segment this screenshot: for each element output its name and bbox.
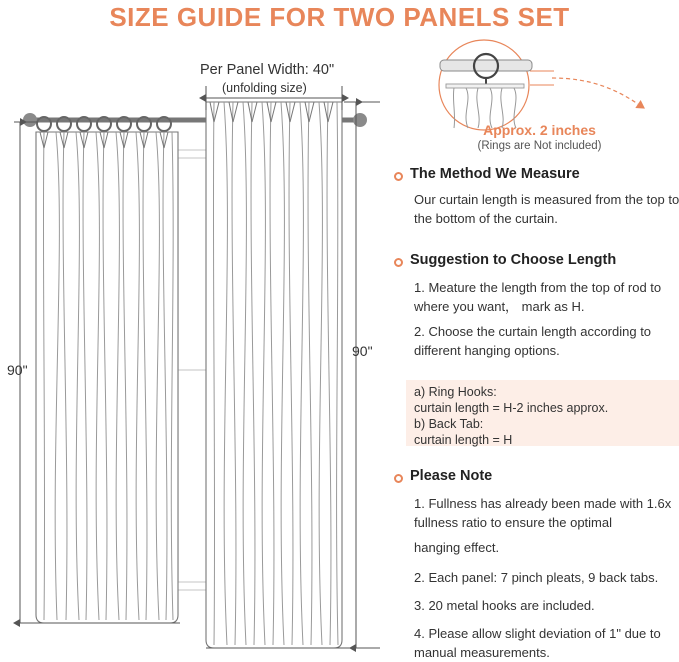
note-item-4: 4. Please allow slight deviation of 1" due to manual measurements. — [414, 626, 661, 660]
suggestion-item-2: 2. Choose the curtain length according to different hanging options. — [414, 324, 652, 358]
highlight-line-ring-hooks-formula: curtain length = H-2 inches approx. — [414, 401, 609, 415]
highlight-line-ring-hooks: a) Ring Hooks: — [414, 385, 497, 399]
note-item-2: 2. Each panel: 7 pinch pleats, 9 back tabs. — [414, 570, 659, 585]
page-title: SIZE GUIDE FOR TWO PANELS SET — [109, 2, 570, 32]
curtain-illustration — [0, 40, 392, 652]
section-heading-please-note: Please Note — [410, 468, 493, 484]
right-height-label: 90" — [352, 343, 373, 359]
approx-inches-label: Approx. 2 inches — [483, 122, 596, 138]
curtain-drawing — [0, 40, 392, 652]
highlight-line-back-tab-formula: curtain length = H — [414, 433, 513, 447]
highlight-line-back-tab: b) Back Tab: — [414, 417, 484, 431]
note-item-3: 3. 20 metal hooks are included. — [414, 598, 595, 613]
rings-not-included-note: (Rings are Not included) — [477, 140, 602, 152]
info-column — [392, 38, 679, 660]
note-item-1-cont: hanging effect. — [414, 540, 500, 555]
section-body-method: Our curtain length is measured from the top to the bottom of the curtain. — [414, 192, 679, 226]
unfolding-size-label: (unfolding size) — [222, 81, 307, 95]
suggestion-item-1: 1. Meature the length from the top of rod to where you want， mark as H. — [414, 280, 662, 314]
bullet-icon — [394, 258, 403, 267]
left-height-label: 90" — [7, 362, 28, 378]
section-heading-suggestion: Suggestion to Choose Length — [410, 252, 617, 268]
note-item-1: 1. Fullness has already been made with 1.6x fullness ratio to ensure the optimal — [414, 496, 672, 530]
section-heading-method: The Method We Measure — [410, 166, 580, 182]
bullet-icon — [394, 172, 403, 181]
panel-width-label: Per Panel Width: 40" — [200, 62, 335, 78]
bullet-icon — [394, 474, 403, 483]
